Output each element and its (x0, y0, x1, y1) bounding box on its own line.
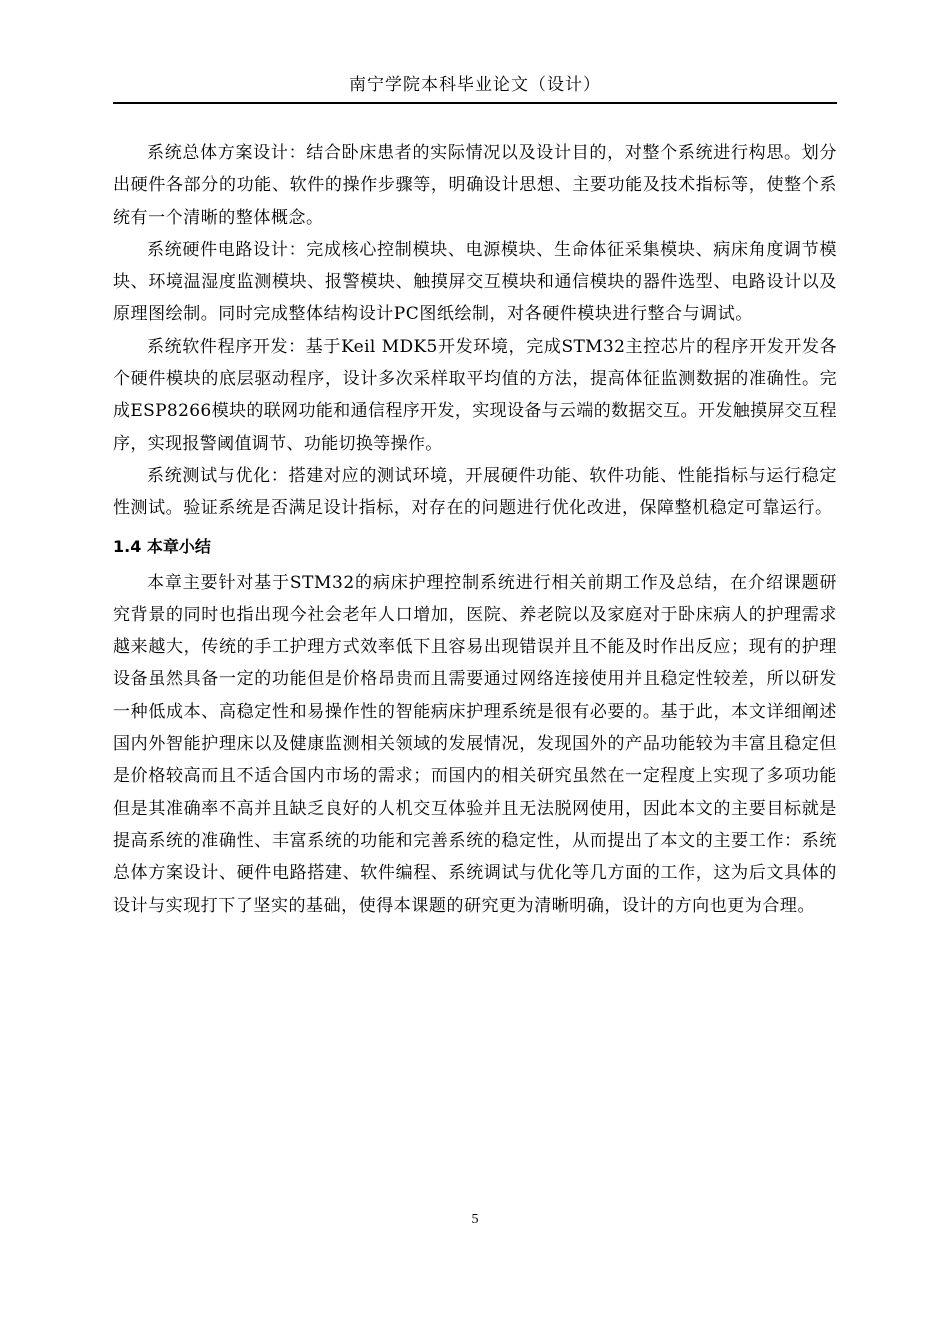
page-number: 5 (471, 1212, 479, 1227)
header-rule (113, 102, 837, 104)
running-header: 南宁学院本科毕业论文（设计） (349, 75, 601, 95)
paragraph-hardware-design: 系统硬件电路设计：完成核心控制模块、电源模块、生命体征采集模块、病床角度调节模块、环境温湿度监测模块、报警模块、触摸屏交互模块和通信模块的器件选型、电路设计以及原理图绘制。同时完成整体结构设计PC图纸绘制，对各硬件模块进行整合与调试。 (113, 239, 837, 325)
paragraph-software-development: 系统软件程序开发：基于Keil MDK5开发环境，完成STM32主控芯片的程序开发开发各个硬件模块的底层驱动程序，设计多次采样取平均值的方法，提高体征监测数据的准确性。完成ESP8266模块的联网功能和通信程序开发，实现设备与云端的数据交互。开发触摸屏交互程序，实现报警阈值调节、功能切换等操作。 (113, 336, 837, 454)
paragraph-chapter-summary: 本章主要针对基于STM32的病床护理控制系统进行相关前期工作及总结，在介绍课题研究背景的同时也指出现今社会老年人口增加，医院、养老院以及家庭对于卧床病人的护理需求越来越大，传统的手工护理方式效率低下且容易出现错误并且不能及时作出反应；现有的护理设备虽然具备一定的功能但是价格昂贵而且需要通过网络连接使用并且稳定性较差，所以研发一种低成本、高稳定性和易操作性的智能病床护理系统是很有必要的。基于此，本文详细阐述国内外智能护理床以及健康监测相关领域的发展情况，发现国外的产品功能较为丰富且稳定但是价格较高而且不适合国内市场的需求；而国内的相关研究虽然在一定程度上实现了多项功能但是其准确率不高并且缺乏良好的人机交互体验并且无法脱网使用，因此本文的主要目标就是提高系统的准确性、丰富系统的功能和完善系统的稳定性，从而提出了本文的主要工作：系统总体方案设计、硬件电路搭建、软件编程、系统调试与优化等几方面的工作，这为后文具体的设计与实现打下了坚实的基础，使得本课题的研究更为清晰明确，设计的方向也更为合理。 (113, 572, 837, 916)
paragraph-overall-design: 系统总体方案设计：结合卧床患者的实际情况以及设计目的，对整个系统进行构思。划分出硬件各部分的功能、软件的操作步骤等，明确设计思想、主要功能及技术指标等，使整个系统有一个清晰的整体概念。 (113, 143, 837, 228)
section-heading: 1.4 本章小结 (113, 536, 211, 556)
paragraph-testing-optimization: 系统测试与优化：搭建对应的测试环境，开展硬件功能、软件功能、性能指标与运行稳定性测试。验证系统是否满足设计指标，对存在的问题进行优化改进，保障整机稳定可靠运行。 (113, 465, 837, 519)
body-text (113, 137, 837, 922)
